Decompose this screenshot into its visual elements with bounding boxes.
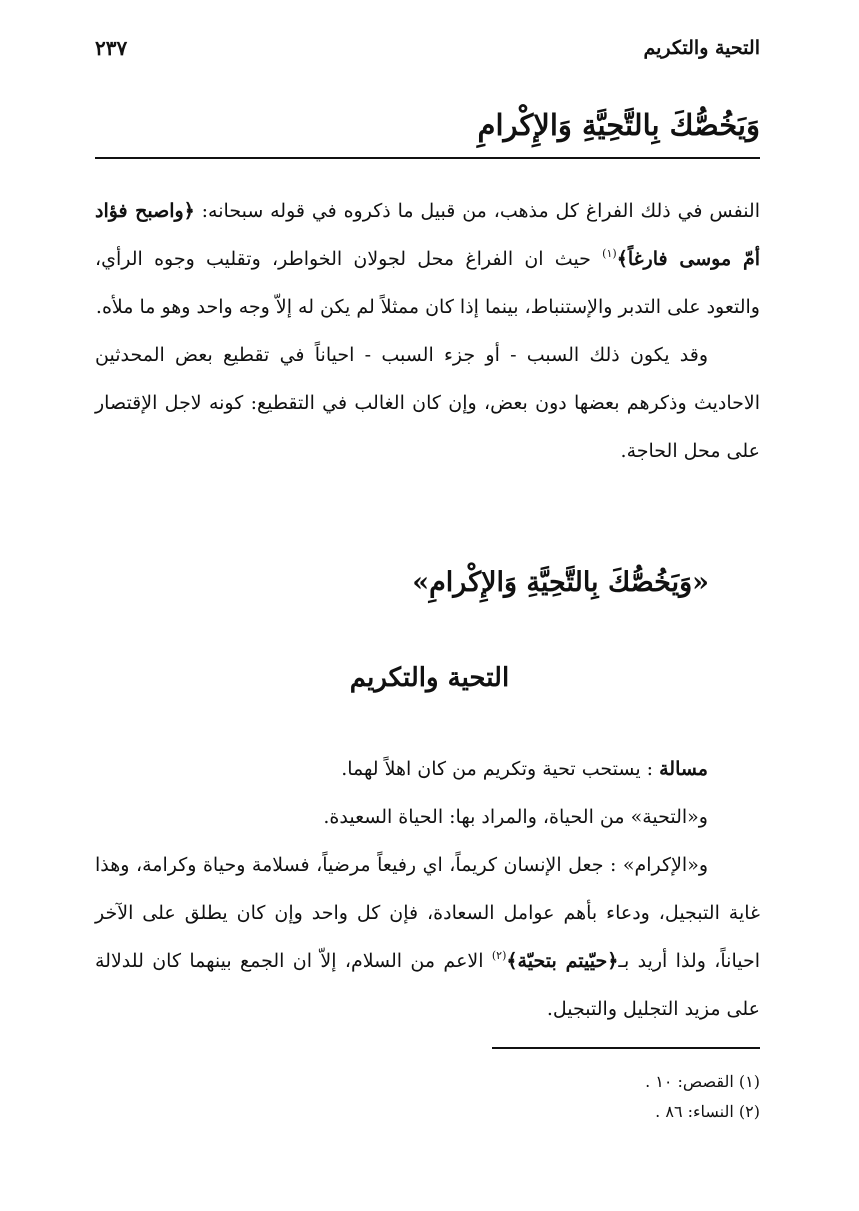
section-heading: التحية والتكريم [349, 663, 510, 693]
footnote-rule [492, 1047, 760, 1049]
footnotes [95, 1067, 760, 1127]
running-header [95, 28, 760, 68]
intro-paragraph-1 [95, 187, 760, 331]
intro-paragraph-2: وقد يكون ذلك السبب - أو جزء السبب - احياناً في تقطيع بعض المحدثين الاحاديث وذكرهم بعضها دون بعض، وإن كان الغالب في التقطيع: كونه لاجل الإقتصار على محل الحاجة. [95, 344, 760, 462]
tahiya-paragraph: و«التحية» من الحياة، والمراد بها: الحياة السعيدة. [323, 806, 708, 828]
ikram-paragraph [95, 841, 760, 1033]
footnote-1: (١) القصص: ١٠ . [645, 1072, 760, 1091]
ikram-text-segment: الاعم من السلام، إلاّ ان الجمع بينهما كان للدلالة على مزيد التجليل والتبجيل. [95, 950, 760, 1020]
chapter-title: وَيَخُصُّكَ بِالتَّحِيَّةِ وَالإِكْرامِ [477, 108, 760, 142]
page-number: ٢٣٧ [95, 36, 128, 60]
intro-text-segment: النفس في ذلك الفراغ كل مذهب، من قبيل ما ذكروه في قوله سبحانه: [194, 200, 760, 222]
section-text [95, 745, 760, 1033]
masala-paragraph [95, 745, 760, 793]
running-title: التحية والتكريم [643, 37, 760, 59]
footnote-ref: (٢) [491, 949, 507, 962]
section-quote: «وَيَخُصُّكَ بِالتَّحِيَّةِ وَالإِكْرامِ» [412, 567, 709, 598]
masala-text: : يستحب تحية وتكريم من كان اهلاً لهما. [341, 758, 660, 780]
header-rule [95, 157, 760, 159]
intro-text [95, 187, 760, 475]
intro-text-segment: حيث ان الفراغ محل لجولان الخواطر، وتقليب وجوه الرأي، والتعود على التدبر والإستنباط، بينما إذا كان ممثلاً لم يكن له إلاّ وجه واحد وهو ما ملأه. [95, 248, 760, 318]
quran-quote: ﴿حيّيتم بتحيّة﴾ [506, 950, 619, 972]
ikram-text-segment: و«الإكرام» : جعل الإنسان كريماً، اي رفيعاً مرضياً، فسلامة وحياة وكرامة، وهذا غاية التبجيل، ودعاء بأهم عوامل السعادة، فإن كل واحد وإن كان يطلق على الآخر احياناً، ولذا أريد بـ [95, 854, 760, 972]
quran-quote: ﴿واصبح فؤاد أمّ موسى فارغاً﴾ [95, 200, 760, 270]
footnote-ref: (١) [602, 247, 617, 260]
footnote-2: (٢) النساء: ٨٦ . [655, 1102, 760, 1121]
masala-label: مسالة [659, 758, 708, 780]
